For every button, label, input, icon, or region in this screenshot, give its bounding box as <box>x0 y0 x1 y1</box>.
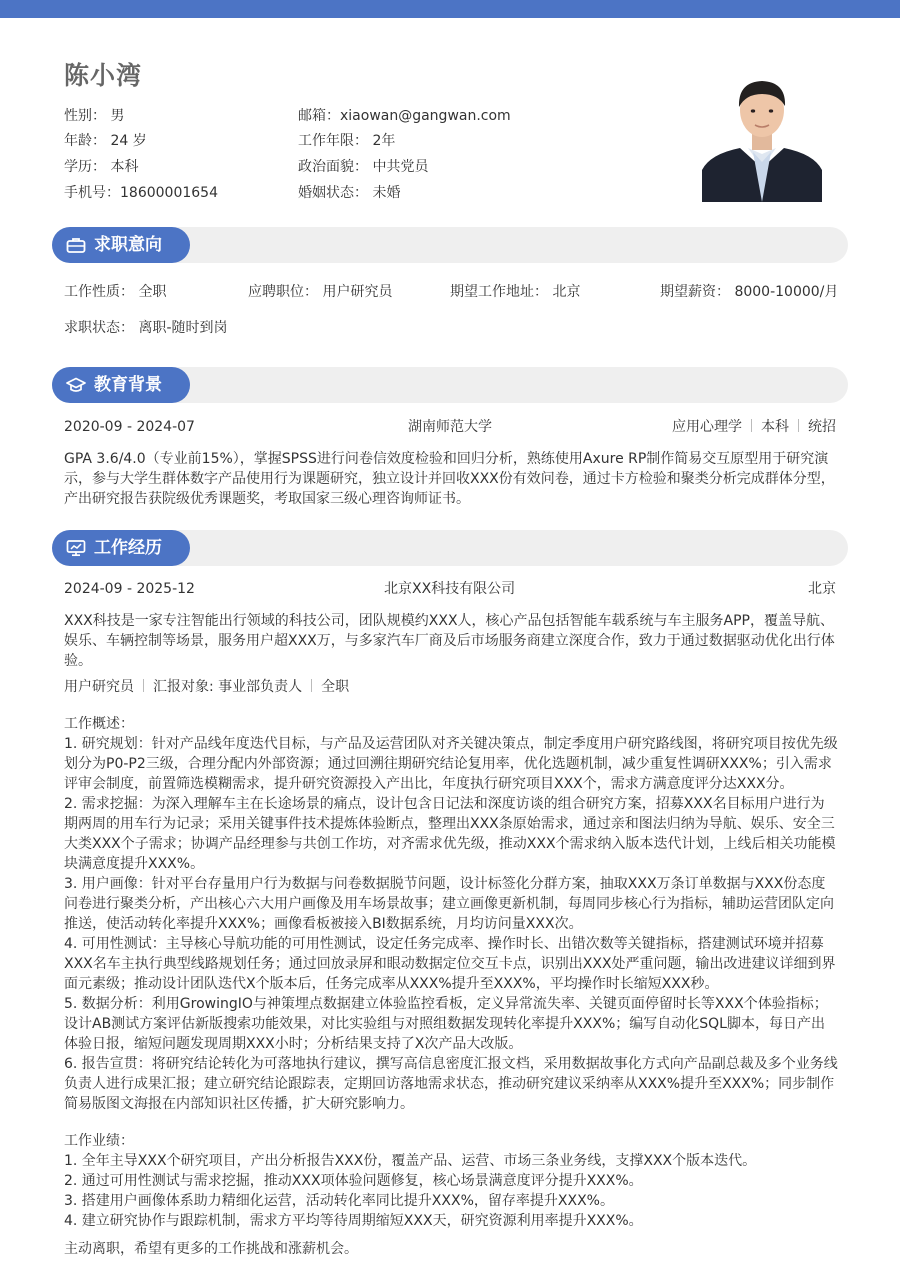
section-header-work <box>52 530 848 566</box>
email-field: 邮箱：xiaowan@gangwan.com <box>298 108 511 124</box>
overview-item: 3. 用户画像：针对平台存量用户行为数据与问卷数据脱节问题，设计标签化分群方案，抽取XXX万条订单数据与XXX份态度问卷进行聚类分析，产出核心六大用户画像及用车场景故事；建立画像更新机制，每周同步核心行为指标，辅助运营团队定向推送，使活动转化率提升XXX%；画像看板被接入BI数据系统，月均访问量XXX次。 <box>64 876 834 932</box>
overview-item: 5. 数据分析：利用GrowingIO与神策埋点数据建立体验监控看板，定义异常流失率、关键页面停留时长等XXX个体验指标；设计AB测试方案评估新版搜索功能效果，对比实验组与对照组数据发现转化率提升XXX%；编写自动化SQL脚本，每日产出体验日报，缩短问题发现周期XXX小时；分析结果支持了X次产品大改版。 <box>64 996 828 1052</box>
achievement-item: 4. 建立研究协作与跟踪机制，需求方平均等待周期缩短XXX天，研究资源利用率提升XXX%。 <box>64 1213 643 1229</box>
achievements-title: 工作业绩： <box>64 1133 134 1149</box>
age-field: 年龄： 24 岁 <box>64 133 147 149</box>
overview-item: 1. 研究规划：针对产品线年度迭代目标，与产品及运营团队对齐关键决策点，制定季度用户研究路线图，将研究项目按优先级划分为P0-P2三级，合理分配内外部资源；通过回溯往期研究结论复用率，优化选题机制，减少重复性调研XXX%；引入需求评审会制度，前置筛选模糊需求，提升研究资源投入产出比，年度执行研究项目XXX个，需求方满意度评分达XXX分。 <box>64 736 838 792</box>
section-header-intention <box>52 227 848 263</box>
achievement-item: 1. 全年主导XXX个研究项目，产出分析报告XXX份，覆盖产品、运营、市场三条业务线，支撑XXX个版本迭代。 <box>64 1153 757 1169</box>
edu-meta <box>672 417 836 437</box>
person-photo-icon <box>702 70 822 202</box>
leave-reason: 主动离职，希望有更多的工作挑战和涨薪机会。 <box>64 1241 358 1257</box>
edu-major: 应用心理学 <box>672 419 742 435</box>
overview-item: 6. 报告宣贯：将研究结论转化为可落地执行建议，撰写高信息密度汇报文档，采用数据故事化方式向产品副总裁及多个业务线负责人进行成果汇报；建立研究结论跟踪表，定期回访落地需求状态，推动研究建议采纳率从XXX%提升至XXX%；同步制作简易版图文海报在内部知识社区传播，扩大研究影响力。 <box>64 1056 838 1112</box>
phone-field: 手机号：18600001654 <box>64 185 218 201</box>
work-city: 北京 <box>808 581 836 597</box>
divider <box>751 419 752 432</box>
graduation-cap-icon <box>66 376 86 394</box>
section-title-intention: 求职意向 <box>94 235 162 255</box>
job-salary-field: 期望薪资： 8000-10000/月 <box>660 284 839 300</box>
work-job-type: 全职 <box>321 679 350 695</box>
job-location-field: 期望工作地址： 北京 <box>450 284 581 300</box>
achievement-item: 3. 搭建用户画像体系助力精细化运营，活动转化率同比提升XXX%，留存率提升XXX%。 <box>64 1193 614 1209</box>
candidate-name: 陈小湾 <box>64 61 143 90</box>
political-field: 政治面貌： 中共党员 <box>298 159 429 175</box>
work-company: 北京XX科技有限公司 <box>384 581 516 597</box>
section-header-education <box>52 367 848 403</box>
job-status-field: 求职状态： 离职-随时到岗 <box>64 320 228 336</box>
section-title-work: 工作经历 <box>94 538 162 558</box>
job-position-field: 应聘职位： 用户研究员 <box>248 284 393 300</box>
edu-enroll-type: 统招 <box>808 419 836 435</box>
work-role: 用户研究员 <box>64 679 134 695</box>
divider <box>311 679 312 692</box>
divider <box>798 419 799 432</box>
gender-field: 性别： 男 <box>64 108 125 124</box>
years-field: 工作年限： 2年 <box>298 133 396 149</box>
edu-description: GPA 3.6/4.0（专业前15%），掌握SPSS进行问卷信效度检验和回归分析，熟练使用Axure RP制作简易交互原型用于研究演示，参与大学生群体数字产品使用行为课题研究，独立设计并回收XXX份有效问卷，通过卡方检验和聚类分析完成群体分型，产出研究报告获院级优秀课题奖，考取国家三级心理咨询师证书。 <box>64 451 835 507</box>
profile-photo <box>702 70 822 202</box>
work-achievements <box>64 1131 838 1231</box>
edu-school: 湖南师范大学 <box>408 419 492 435</box>
monitor-icon <box>66 539 86 557</box>
section-title-education: 教育背景 <box>94 375 162 395</box>
company-description: XXX科技是一家专注智能出行领域的科技公司，团队规模约XXX人，核心产品包括智能车载系统与车主服务APP，覆盖导航、娱乐、车辆控制等场景，服务用户超XXX万，与多家汽车厂商及后市场服务商建立深度合作，致力于通过数据驱动优化出行体验。 <box>64 613 835 669</box>
top-accent-bar <box>0 0 900 18</box>
work-report-to: 汇报对象: 事业部负责人 <box>153 679 303 695</box>
briefcase-icon <box>66 236 86 254</box>
achievement-item: 2. 通过可用性测试与需求挖掘，推动XXX项体验问题修复，核心场景满意度评分提升XXX%。 <box>64 1173 643 1189</box>
work-overview <box>64 714 838 1114</box>
overview-item: 4. 可用性测试：主导核心导航功能的可用性测试，设定任务完成率、操作时长、出错次数等关键指标，搭建测试环境并招募XXX名车主执行典型线路规划任务；通过回放录屏和眼动数据定位交互卡点，识别出XXX处严重问题，输出改进建议详细到界面元素级；推动设计团队迭代X个版本后，任务完成率从XXX%提升至XXX%，平均操作时长缩短XXX秒。 <box>64 936 836 992</box>
work-meta <box>64 677 349 697</box>
divider <box>143 679 144 692</box>
job-type-field: 工作性质： 全职 <box>64 284 167 300</box>
edu-degree: 本科 <box>761 419 789 435</box>
overview-title: 工作概述： <box>64 716 134 732</box>
marital-field: 婚姻状态： 未婚 <box>298 185 401 201</box>
education-field: 学历： 本科 <box>64 159 139 175</box>
work-period: 2024-09 - 2025-12 <box>64 581 195 597</box>
overview-item: 2. 需求挖掘：为深入理解车主在长途场景的痛点，设计包含日记法和深度访谈的组合研究方案，招募XXX名目标用户进行为期两周的用车行为记录；采用关键事件技术提炼体验断点，整理出XXX条原始需求，通过亲和图法归纳为导航、娱乐、安全三大类XXX个子需求；协调产品经理参与共创工作坊，对齐需求优先级，推动XXX个需求纳入版本迭代计划，上线后相关功能模块满意度提升XXX%。 <box>64 796 836 872</box>
edu-period: 2020-09 - 2024-07 <box>64 419 195 435</box>
